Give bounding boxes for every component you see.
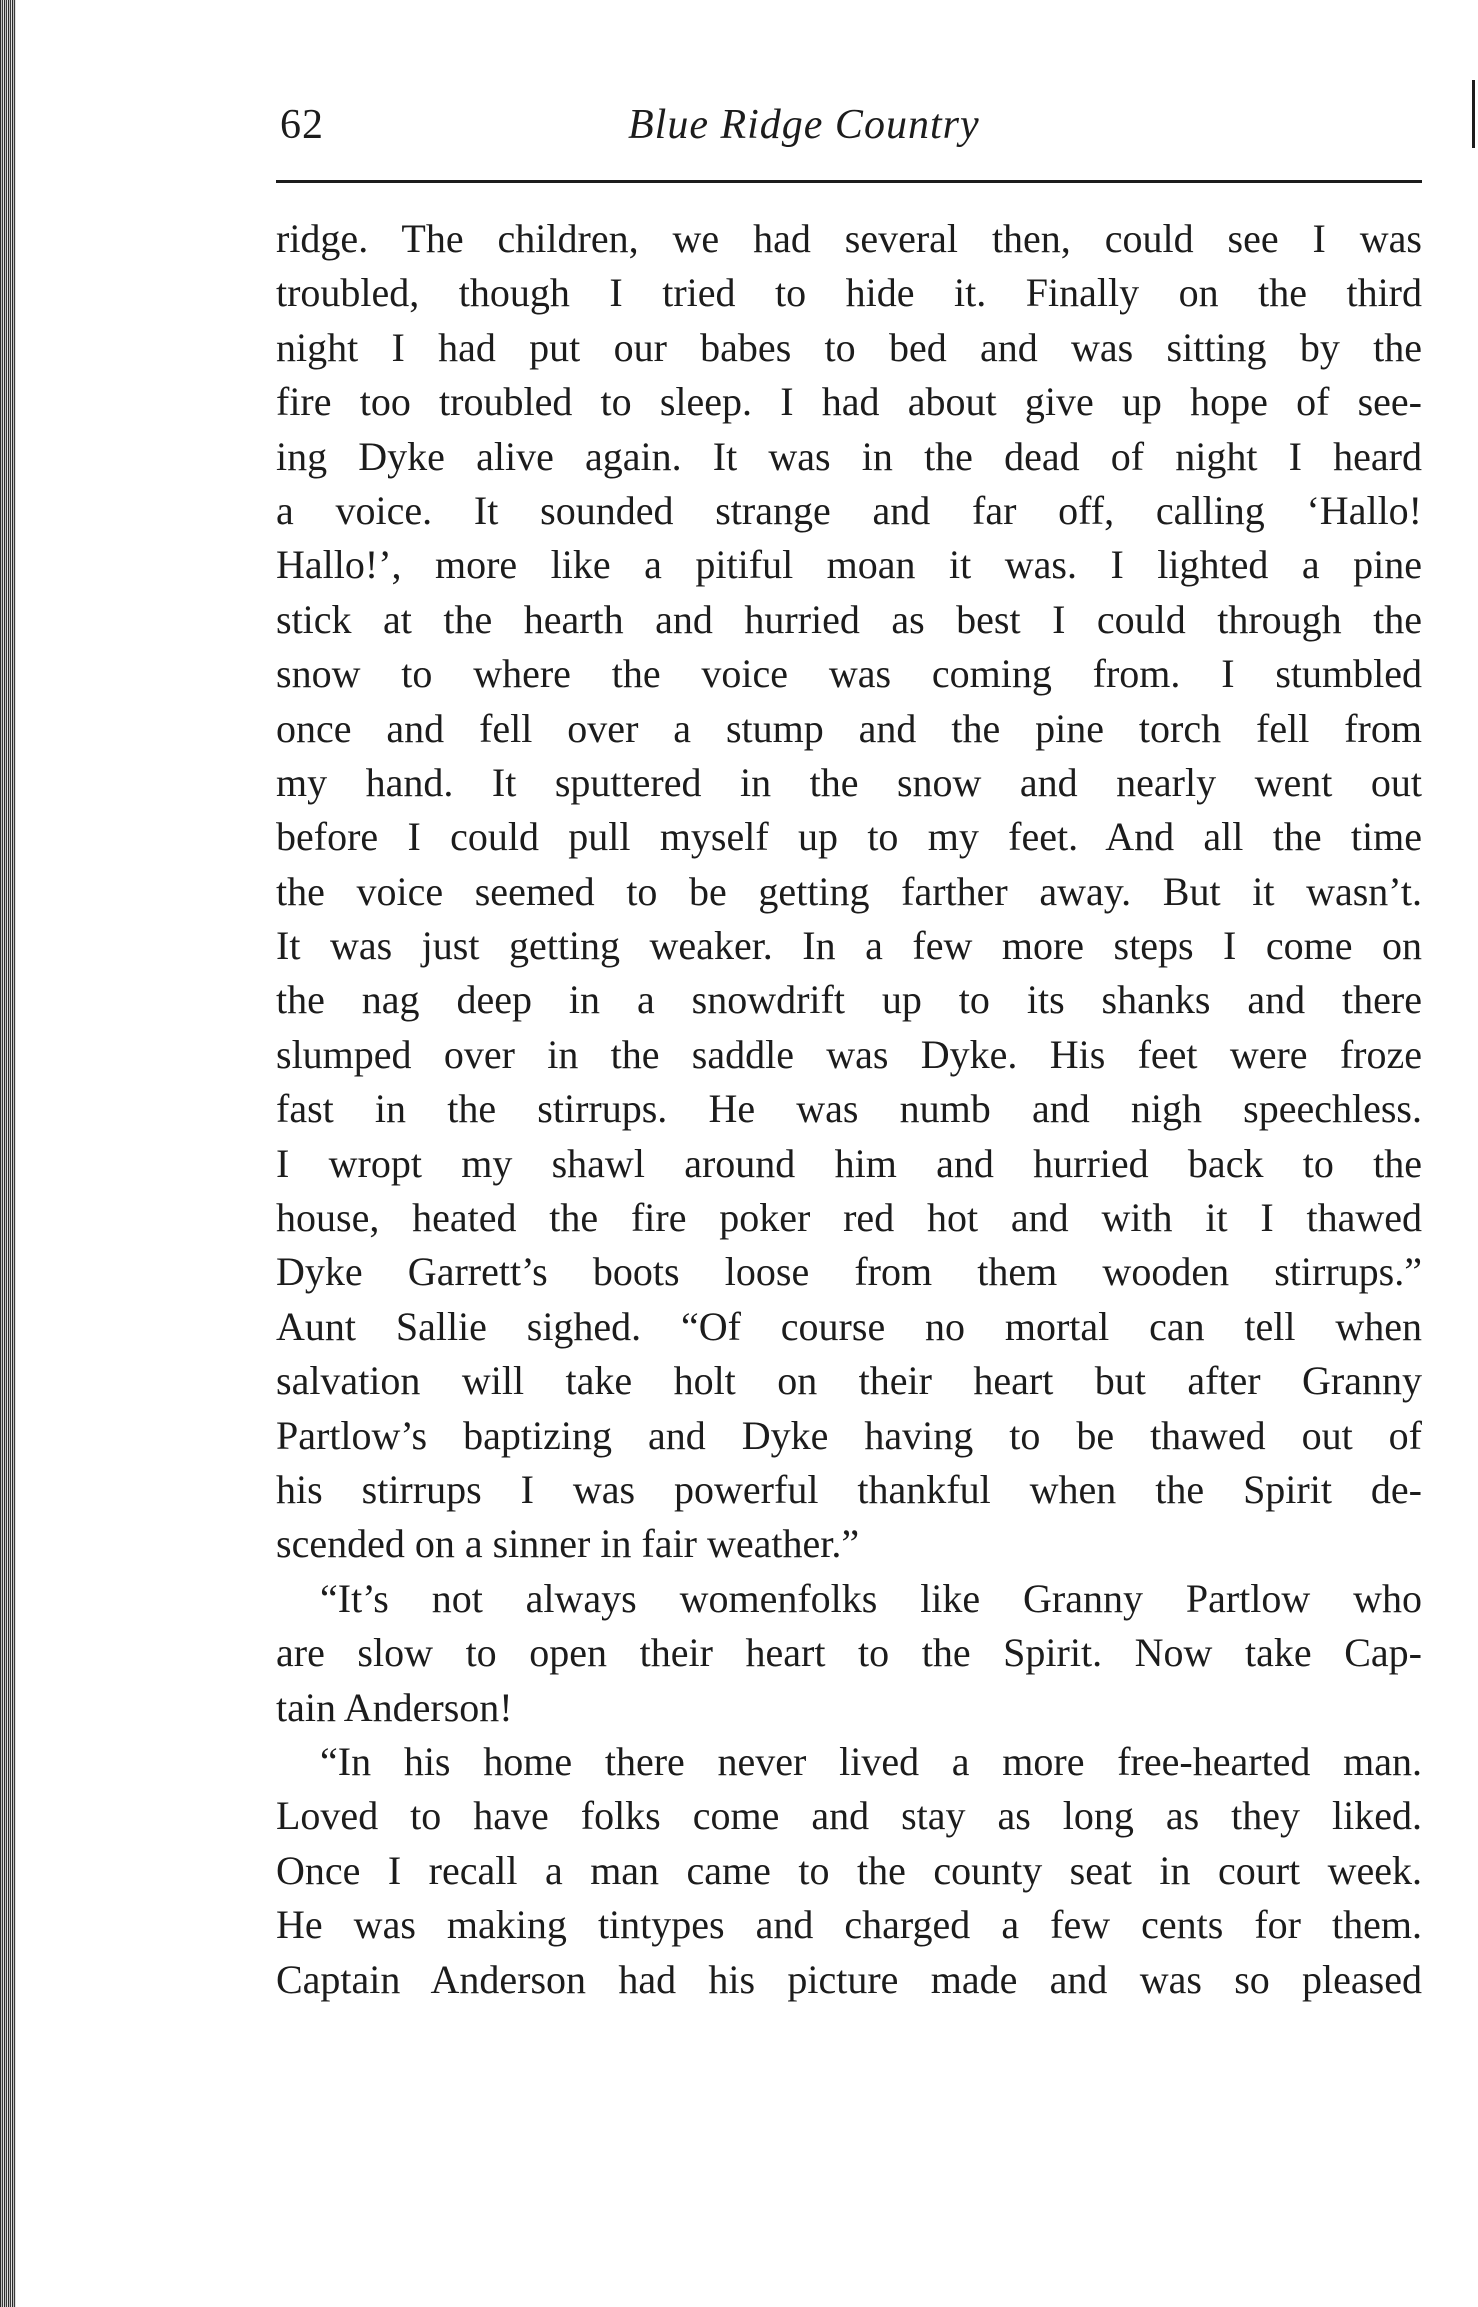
text-line: stick at the hearth and hurried as best I could through the [276,596,1422,642]
text-line: He was making tintypes and charged a few cents for them. [276,1902,1422,1948]
text-line: Partlow’s baptizing and Dyke having to be thawed out of [276,1412,1422,1458]
text-line: Hallo!’, more like a pitiful moan it was. I lighted a pine [276,542,1422,588]
text-line: his stirrups I was powerful thankful when the Spirit de- [276,1466,1422,1512]
text-line: Dyke Garrett’s boots loose from them wooden stirrups.” [276,1249,1422,1295]
text-line: It was just getting weaker. In a few more steps I come on [276,923,1422,969]
text-line: Loved to have folks come and stay as long as they liked. [276,1793,1422,1839]
text-line: salvation will take holt on their heart but after Granny [276,1358,1422,1404]
text-line: the nag deep in a snowdrift up to its shanks and there [276,977,1422,1023]
text-line: my hand. It sputtered in the snow and nearly went out [276,759,1422,805]
text-line: night I had put our babes to bed and was sitting by the [276,324,1422,370]
page-number: 62 [280,102,324,148]
text-line: fire too troubled to sleep. I had about give up hope of see- [276,379,1422,425]
text-line: fast in the stirrups. He was numb and nigh speechless. [276,1086,1422,1132]
text-line: troubled, though I tried to hide it. Finally on the third [276,270,1422,316]
text-line: house, heated the fire poker red hot and with it I thawed [276,1195,1422,1241]
text-line: Once I recall a man came to the county seat in court week. [276,1847,1422,1893]
text-line: Captain Anderson had his picture made and was so pleased [276,1956,1422,2002]
text-line: once and fell over a stump and the pine torch fell from [276,705,1422,751]
paragraph-start-line: “In his home there never lived a more free-hearted man. [320,1738,1422,1784]
text-line: snow to where the voice was coming from. I stumbled [276,651,1422,697]
text-line: the voice seemed to be getting farther away. But it wasn’t. [276,868,1422,914]
paragraph-end-line: scended on a sinner in fair weather.” [276,1521,860,1567]
text-line: ridge. The children, we had several then, could see I was [276,216,1422,261]
text-line: ing Dyke alive again. It was in the dead of night I heard [276,433,1422,479]
paragraph-start-line: “It’s not always womenfolks like Granny Partlow who [320,1575,1422,1621]
text-line: are slow to open their heart to the Spirit. Now take Cap- [276,1630,1422,1676]
edge-mark [1472,80,1475,148]
text-line: slumped over in the saddle was Dyke. His feet were froze [276,1031,1422,1077]
running-head: Blue Ridge Country [628,102,980,148]
paragraph-end-line: tain Anderson! [276,1684,513,1730]
text-line: before I could pull myself up to my feet. And all the time [276,814,1422,860]
text-line: a voice. It sounded strange and far off, calling ‘Hallo! [276,487,1422,533]
binding-edge [0,0,16,2307]
text-line: Aunt Sallie sighed. “Of course no mortal can tell when [276,1303,1422,1349]
header-rule [276,180,1422,183]
text-line: I wropt my shawl around him and hurried back to the [276,1140,1422,1186]
body-text [276,212,1422,2007]
